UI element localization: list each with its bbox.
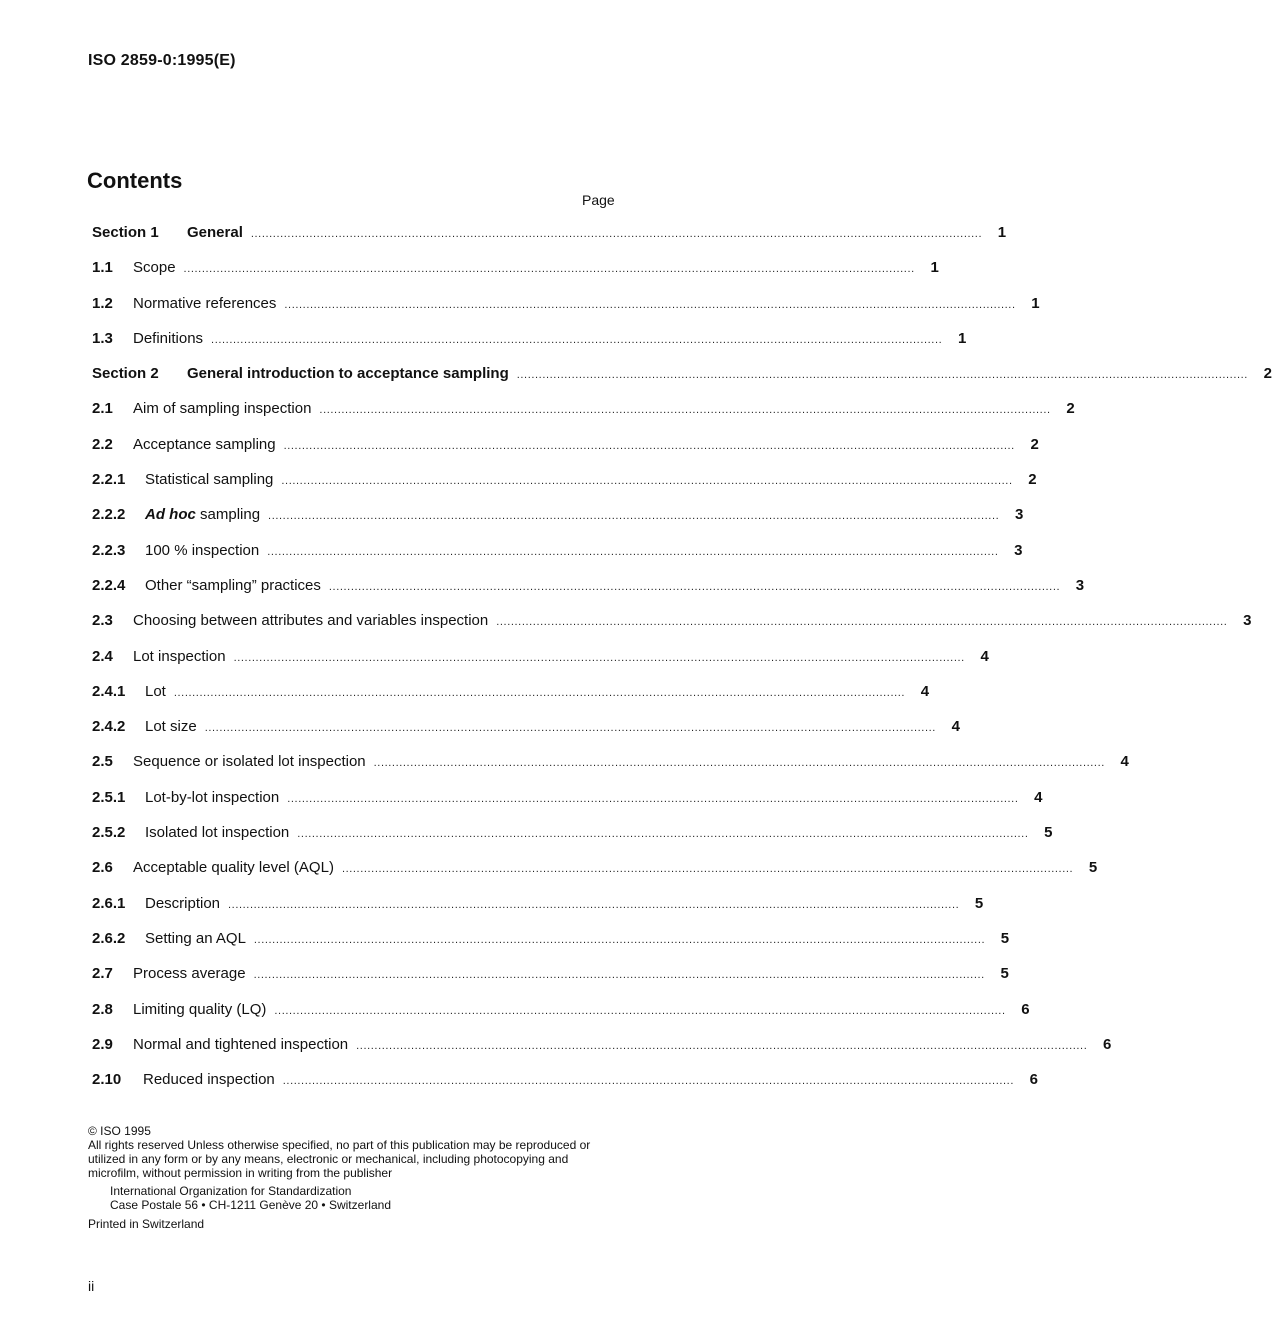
toc-entry-title-rest: sampling [195,506,261,524]
toc-leader-dots: ........................................................................................................................................................................................................ [282,1075,1014,1088]
toc-entry-title: Setting an AQL [145,929,246,947]
publisher-name: International Organization for Standardization [110,1184,352,1198]
printed-in: Printed in Switzerland [88,1217,205,1231]
toc-entry-title [145,506,260,523]
toc-entry-number: 2.10 [92,1071,122,1089]
toc-entry-number: 2.1 [92,400,113,418]
toc-entry-number: 2.8 [92,1000,113,1018]
toc-entry-number: 1.3 [92,329,113,347]
toc-entry[interactable] [92,1035,1112,1071]
toc-entry-number: 2.6.1 [92,894,126,912]
toc-leader-dots: ........................................................................................................................................................................................................ [287,792,1019,805]
toc-entry-number: 2.3 [92,612,113,630]
toc-entry[interactable] [92,294,1040,330]
toc-leader-dots: ........................................................................................................................................................................................................ [267,545,999,558]
publisher-address: Case Postale 56 • CH-1211 Genève 20 • Switzerland [110,1198,391,1212]
copyright-notice [88,1124,618,1231]
toc-entry-title: Lot-by-lot inspection [145,788,280,806]
toc-entry-title: Aim of sampling inspection [133,400,312,418]
toc-entry-number: 2.2 [92,435,113,453]
toc-entry-number: 2.2.4 [92,576,126,594]
toc-entry-page: 1 [1031,294,1040,312]
toc-entry[interactable] [92,965,1009,1000]
toc-leader-dots: ........................................................................................................................................................................................................ [328,580,1061,593]
toc-entry-number: 2.5.1 [92,788,126,806]
toc-entry-page: 5 [1000,965,1009,983]
toc-entry-number: Section 2 [92,365,159,383]
toc-entry[interactable] [92,859,1098,894]
toc-entry-page: 4 [1034,788,1043,806]
toc-entry-number: 2.4 [92,647,113,665]
toc-entry-title: Statistical sampling [145,471,274,489]
toc-entry-page: 3 [1243,612,1252,630]
toc-leader-dots: ........................................................................................................................................................................................................ [516,369,1248,382]
toc-leader-dots: ........................................................................................................................................................................................................ [496,616,1228,629]
toc-entry-page: 4 [920,682,930,700]
toc-entry-title: Normative references [133,294,277,312]
toc-entry[interactable] [92,612,1252,647]
toc-entry[interactable] [92,435,1039,471]
table-of-contents [92,224,1272,1106]
toc-entry[interactable] [92,1000,1030,1036]
toc-entry[interactable] [92,824,1053,859]
toc-entry-number: 2.2.3 [92,541,126,559]
toc-leader-dots: ........................................................................................................................................................................................................ [250,228,983,240]
toc-entry-title: Acceptable quality level (AQL) [133,859,334,877]
toc-entry-title: Isolated lot inspection [145,824,290,842]
toc-entry-title: Process average [133,965,246,983]
toc-entry-title-emphasis: Ad hoc [145,506,196,524]
toc-leader-dots: ........................................................................................................................................................................................................ [297,828,1029,841]
toc-entry-title: Scope [133,259,176,277]
toc-entry[interactable] [92,471,1037,506]
toc-entry[interactable] [92,753,1129,788]
toc-leader-dots: ........................................................................................................................................................................................................ [204,722,936,735]
toc-entry-page: 3 [1075,576,1085,594]
toc-entry-page: 5 [1088,859,1098,877]
toc-entry-number: 1.2 [92,294,113,312]
toc-leader-dots: ........................................................................................................................................................................................................ [233,651,965,664]
toc-entry-title: General [187,224,243,241]
toc-entry-number: 2.5.2 [92,824,126,842]
toc-entry[interactable] [92,682,930,718]
toc-entry-page: 2 [1066,400,1075,418]
contents-heading: Contents [87,168,183,193]
toc-leader-dots: ........................................................................................................................................................................................................ [284,298,1016,311]
toc-entry-page: 2 [1030,435,1039,453]
toc-leader-dots: ........................................................................................................................................................................................................ [183,263,915,276]
toc-entry-page: 5 [1044,824,1053,842]
toc-entry-page: 1 [930,259,939,277]
toc-leader-dots: ........................................................................................................................................................................................................ [356,1039,1088,1052]
toc-entry-page: 2 [1028,471,1037,489]
toc-entry-page: 5 [974,894,984,912]
toc-entry[interactable] [92,506,1024,541]
toc-entry-number: Section 1 [92,224,159,241]
toc-entry[interactable] [92,400,1075,435]
toc-entry-page: 4 [1120,753,1129,771]
toc-entry-title: 100 % inspection [145,541,260,559]
toc-leader-dots: ........................................................................................................................................................................................................ [173,686,906,699]
toc-entry[interactable] [92,894,984,930]
toc-entry-number: 2.7 [92,965,113,983]
toc-leader-dots: ........................................................................................................................................................................................................ [283,439,1015,452]
toc-entry-title: Limiting quality (LQ) [133,1000,267,1018]
toc-entry-title: Lot inspection [133,647,226,665]
toc-entry-page: 6 [1103,1035,1112,1053]
document-id: ISO 2859-0:1995(E) [88,52,236,69]
page-column-label: Page [582,192,615,208]
toc-entry[interactable] [92,788,1043,824]
toc-entry[interactable] [92,259,939,294]
toc-entry-page: 3 [1014,506,1024,524]
toc-entry-title: General introduction to acceptance sampling [187,365,509,383]
toc-leader-dots: ........................................................................................................................................................................................................ [319,404,1051,417]
toc-entry-page: 5 [1000,929,1010,947]
copyright-line: © ISO 1995 [88,1124,151,1138]
toc-entry-title: Reduced inspection [143,1071,275,1089]
toc-leader-dots: ........................................................................................................................................................................................................ [253,933,986,946]
toc-entry-title: Choosing between attributes and variables inspection [133,612,489,630]
toc-entry-title: Definitions [133,329,204,347]
toc-entry-title: Other “sampling” practices [145,576,321,594]
toc-entry-page: 2 [1263,365,1272,383]
toc-entry-number: 2.2.2 [92,506,126,524]
toc-entry-title: Lot size [145,718,197,736]
toc-entry-number: 2.5 [92,753,113,771]
toc-leader-dots: ........................................................................................................................................................................................................ [228,898,960,911]
toc-entry-page: 6 [1029,1071,1038,1089]
toc-leader-dots: ........................................................................................................................................................................................................ [281,475,1013,488]
toc-leader-dots: ........................................................................................................................................................................................................ [253,969,985,982]
toc-entry-title: Lot [145,682,166,700]
toc-entry[interactable] [92,576,1085,612]
toc-leader-dots: ........................................................................................................................................................................................................ [373,757,1105,770]
toc-entry[interactable] [92,329,967,365]
toc-entry-title: Normal and tightened inspection [133,1035,349,1053]
toc-leader-dots: ........................................................................................................................................................................................................ [274,1004,1006,1017]
toc-entry-number: 1.1 [92,259,113,277]
toc-entry[interactable] [92,718,960,753]
toc-entry[interactable] [92,541,1023,577]
toc-entry-title: Sequence or isolated lot inspection [133,753,366,771]
toc-entry[interactable] [92,365,1272,400]
toc-entry-number: 2.2.1 [92,471,126,489]
toc-entry[interactable] [92,1071,1038,1106]
toc-entry-title: Acceptance sampling [133,435,276,453]
toc-entry-page: 4 [951,718,960,736]
toc-entry-number: 2.4.2 [92,718,126,736]
toc-entry-number: 2.9 [92,1035,113,1053]
rights-statement: All rights reserved Unless otherwise specified, no part of this publication may be reproduced or utilized in any form or by any means, electronic or mechanical, including photocopying and microfilm, without permission in writing from the publisher [88,1138,591,1180]
toc-entry-page: 1 [997,224,1007,241]
page-number: ii [88,1278,95,1294]
toc-entry[interactable] [92,647,989,683]
toc-entry-page: 3 [1014,541,1023,559]
toc-entry-page: 4 [980,647,989,665]
toc-entry-number: 2.6.2 [92,929,126,947]
toc-entry-number: 2.6 [92,859,113,877]
toc-entry-page: 6 [1021,1000,1030,1018]
toc-entry-title: Description [145,894,221,912]
toc-leader-dots: ........................................................................................................................................................................................................ [211,333,943,346]
toc-entry-page: 1 [957,329,967,347]
toc-leader-dots: ........................................................................................................................................................................................................ [268,510,1000,523]
toc-leader-dots: ........................................................................................................................................................................................................ [341,863,1074,876]
toc-entry-number: 2.4.1 [92,682,126,700]
toc-entry[interactable] [92,929,1010,965]
toc-entry[interactable] [92,224,1007,259]
